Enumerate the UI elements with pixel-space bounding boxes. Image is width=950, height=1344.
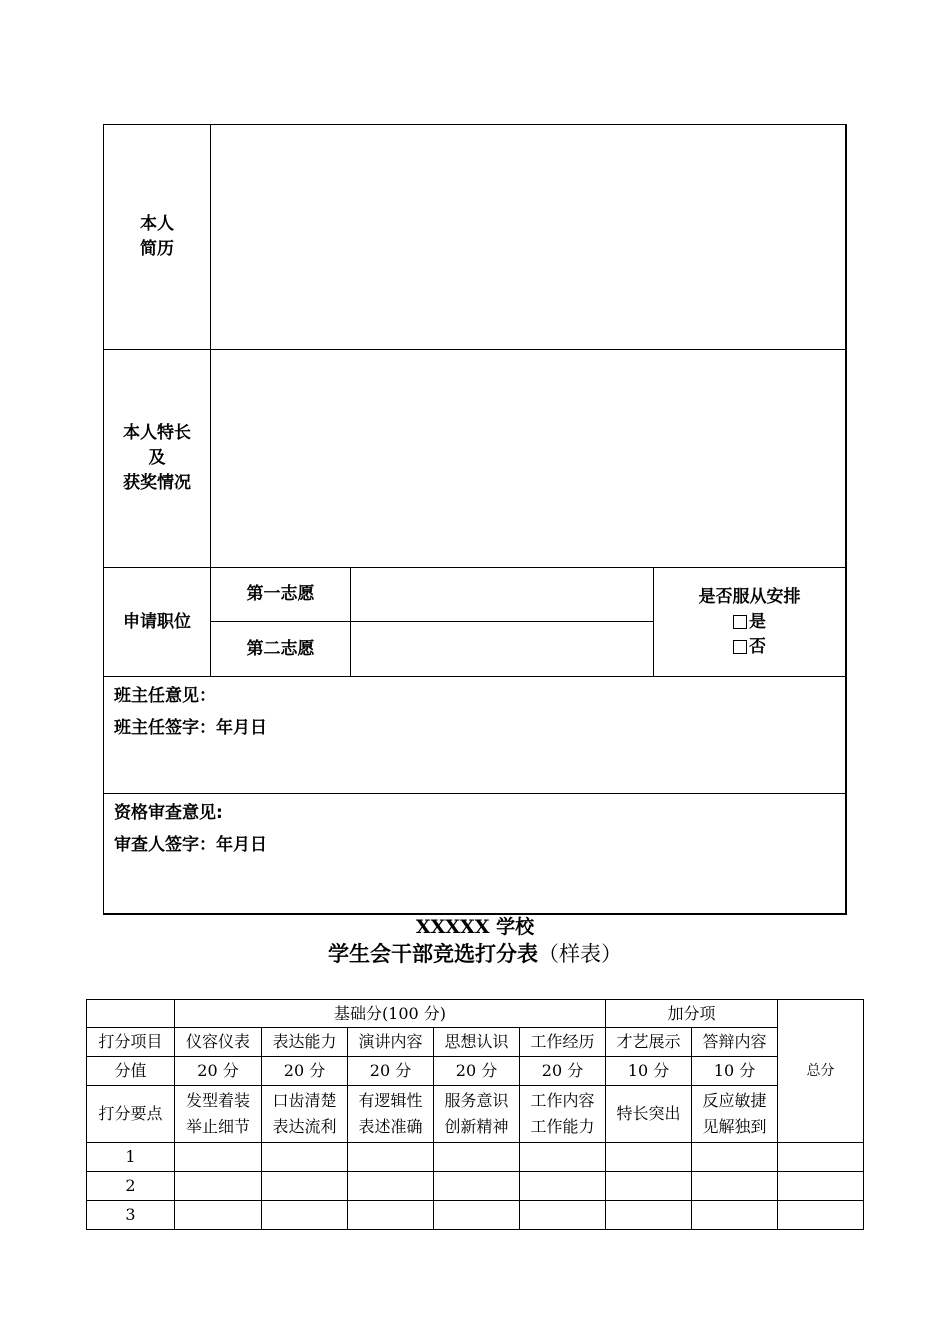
score-cell[interactable] (262, 1172, 348, 1201)
point-line: 工作能力 (530, 1117, 595, 1136)
sheet-title-main: 学生会干部竞选打分表 (328, 941, 538, 966)
point-line: 工作内容 (530, 1091, 595, 1110)
total-header: 总分 (778, 1000, 864, 1143)
score-cell[interactable] (262, 1201, 348, 1230)
point-line: 创新精神 (444, 1117, 509, 1136)
option-no[interactable] (733, 635, 766, 660)
score-cell[interactable] (434, 1172, 520, 1201)
skills-label-line1: 本人特长 (123, 423, 191, 443)
score-cell[interactable] (520, 1201, 606, 1230)
row-number: 2 (87, 1172, 175, 1201)
first-choice-label-text: 第一志愿 (246, 584, 315, 604)
score-cell[interactable] (606, 1143, 692, 1172)
score-cell[interactable] (175, 1143, 262, 1172)
position-label-text: 申请职位 (123, 611, 191, 632)
point-line: 有逻辑性 (358, 1091, 423, 1110)
sheet-title-sample: （样表） (538, 942, 622, 966)
item-name: 答辩内容 (692, 1028, 778, 1057)
point-line: 服务意识 (444, 1091, 509, 1110)
total-cell[interactable] (778, 1172, 864, 1201)
bonus-header: 加分项 (606, 1000, 778, 1028)
skills-label (104, 350, 210, 567)
score-cell[interactable] (175, 1201, 262, 1230)
checkbox-icon[interactable] (733, 615, 747, 629)
score-cell[interactable] (692, 1172, 778, 1201)
score-cell[interactable] (348, 1172, 434, 1201)
item-value: 20 分 (348, 1057, 434, 1086)
point-line: 举止细节 (185, 1117, 250, 1136)
school-title: XXXXX 学校 (415, 916, 535, 938)
item-points (262, 1086, 348, 1143)
score-cell[interactable] (434, 1201, 520, 1230)
application-form (103, 124, 847, 915)
score-cell[interactable] (175, 1172, 262, 1201)
item-points (434, 1086, 520, 1143)
checkbox-icon[interactable] (733, 640, 747, 654)
point-line: 口齿清楚 (272, 1091, 337, 1110)
option-yes-label: 是 (749, 611, 766, 632)
item-value: 20 分 (262, 1057, 348, 1086)
row-number: 3 (87, 1201, 175, 1230)
point-line: 特长突出 (616, 1104, 681, 1123)
item-points (348, 1086, 434, 1143)
teacher-signature-label: 班主任签字：年月日 (114, 718, 267, 738)
item-name: 表达能力 (262, 1028, 348, 1057)
item-points (520, 1086, 606, 1143)
score-cell[interactable] (692, 1201, 778, 1230)
table-row (87, 1172, 864, 1201)
obey-question: 是否服从安排 (698, 586, 801, 607)
base-score-header: 基础分(100 分) (175, 1000, 606, 1028)
score-table (86, 999, 864, 1230)
score-cell[interactable] (262, 1143, 348, 1172)
item-name: 演讲内容 (348, 1028, 434, 1057)
second-choice-label (211, 622, 350, 676)
first-choice-field[interactable] (351, 568, 653, 621)
value-row-label: 分值 (87, 1057, 175, 1086)
table-row (87, 1201, 864, 1230)
score-cell[interactable] (348, 1201, 434, 1230)
item-value: 10 分 (692, 1057, 778, 1086)
total-cell[interactable] (778, 1201, 864, 1230)
score-cell[interactable] (520, 1143, 606, 1172)
reviewer-signature-label: 审查人签字：年月日 (114, 835, 267, 855)
point-line: 反应敏捷 (702, 1091, 767, 1110)
skills-label-line2: 及 (148, 448, 166, 468)
point-line: 见解独到 (702, 1117, 767, 1136)
item-points (175, 1086, 262, 1143)
skills-field[interactable] (211, 350, 845, 567)
sheet-title (0, 940, 950, 968)
points-row (87, 1086, 864, 1143)
first-choice-label (211, 568, 350, 621)
second-choice-label-text: 第二志愿 (246, 638, 315, 659)
resume-label (104, 125, 210, 349)
skills-label-line3: 获奖情况 (123, 473, 191, 493)
divider (104, 793, 845, 794)
point-line: 发型着装 (185, 1091, 250, 1110)
item-row (87, 1028, 864, 1057)
item-points (606, 1086, 692, 1143)
divider (104, 676, 845, 677)
point-line: 表达流利 (272, 1117, 337, 1136)
score-cell[interactable] (434, 1143, 520, 1172)
row-number: 1 (87, 1143, 175, 1172)
table-row (87, 1143, 864, 1172)
score-cell[interactable] (348, 1143, 434, 1172)
review-opinion-label: 资格审查意见: (114, 803, 223, 823)
resume-label-line1: 本人 (140, 214, 174, 234)
item-name: 思想认识 (434, 1028, 520, 1057)
item-value: 20 分 (175, 1057, 262, 1086)
points-row-label: 打分要点 (87, 1086, 175, 1143)
position-label (104, 568, 210, 676)
second-choice-field[interactable] (351, 622, 653, 676)
value-row (87, 1057, 864, 1086)
header-row-groups (87, 1000, 864, 1028)
obey-arrangement (654, 568, 845, 676)
corner-cell (87, 1000, 175, 1028)
item-name: 工作经历 (520, 1028, 606, 1057)
score-cell[interactable] (520, 1172, 606, 1201)
item-name: 才艺展示 (606, 1028, 692, 1057)
score-cell[interactable] (692, 1143, 778, 1172)
option-yes[interactable] (733, 610, 766, 635)
item-value: 10 分 (606, 1057, 692, 1086)
resume-field[interactable] (211, 125, 845, 349)
score-cell[interactable] (606, 1172, 692, 1201)
resume-label-line2: 简历 (140, 239, 174, 259)
option-no-label: 否 (749, 636, 766, 657)
teacher-opinion-label: 班主任意见： (114, 686, 216, 706)
item-row-label: 打分项目 (87, 1028, 175, 1057)
total-cell[interactable] (778, 1143, 864, 1172)
item-value: 20 分 (520, 1057, 606, 1086)
item-name: 仪容仪表 (175, 1028, 262, 1057)
point-line: 表述准确 (358, 1117, 423, 1136)
item-value: 20 分 (434, 1057, 520, 1086)
item-points (692, 1086, 778, 1143)
score-cell[interactable] (606, 1201, 692, 1230)
